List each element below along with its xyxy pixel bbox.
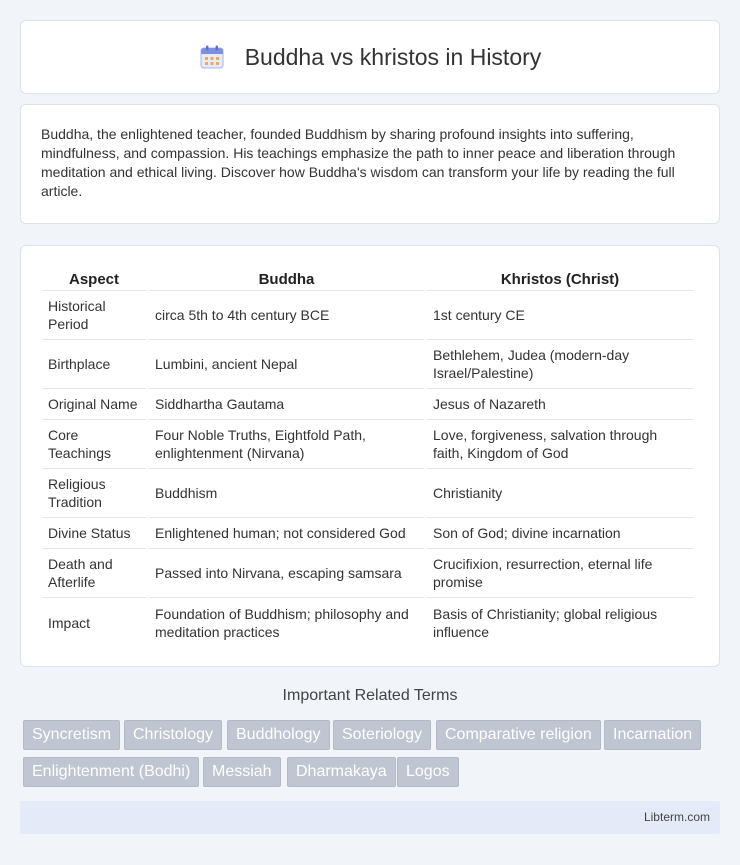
cell-buddha: Siddhartha Gautama [149,389,424,420]
table-row [42,291,693,340]
header-khristos: Khristos (Christ) [427,264,693,291]
term-tag[interactable]: Incarnation [604,720,701,750]
cell-aspect: Original Name [42,389,146,420]
cell-khristos: Christianity [427,469,693,518]
cell-buddha: circa 5th to 4th century BCE [149,291,424,340]
cell-buddha: Buddhism [149,469,424,518]
table-row [42,340,693,389]
table-row [42,469,693,518]
cell-khristos: 1st century CE [427,291,693,340]
term-tag[interactable]: Dharmakaya [287,757,396,787]
header-buddha: Buddha [149,264,424,291]
cell-khristos: Jesus of Nazareth [427,389,693,420]
term-tag[interactable]: Christology [124,720,222,750]
header-card [20,20,720,94]
cell-aspect: Impact [48,614,91,631]
related-terms-title: Important Related Terms [282,687,458,704]
table-row [42,389,693,420]
cell-buddha: Lumbini, ancient Nepal [149,340,424,389]
table-row [42,549,693,598]
comparison-table-card [20,245,720,667]
cell-khristos: Love, forgiveness, salvation through faith, Kingdom of God [427,420,693,469]
intro-card [20,104,720,224]
cell-buddha: Foundation of Buddhism; philosophy and meditation practices [155,605,409,640]
cell-aspect: Death and Afterlife [42,549,146,598]
term-tag[interactable]: Soteriology [333,720,431,750]
term-tag[interactable]: Logos [397,757,459,787]
term-tag[interactable]: Buddhology [227,720,330,750]
cell-aspect: Birthplace [42,340,146,389]
cell-aspect: Religious Tradition [42,469,146,518]
table-header-row [42,264,693,291]
cell-buddha: Passed into Nirvana, escaping samsara [149,549,424,598]
page-title: Buddha vs khristos in History [244,43,542,70]
term-tag[interactable]: Enlightenment (Bodhi) [23,757,199,787]
cell-aspect: Core Teachings [42,420,146,469]
cell-aspect: Historical Period [42,291,146,340]
term-tag[interactable]: Messiah [203,757,281,787]
calendar-icon [199,44,225,70]
cell-khristos: Son of God; divine incarnation [427,518,693,549]
cell-aspect: Divine Status [42,518,146,549]
term-tag[interactable]: Comparative religion [436,720,601,750]
footer-site-link[interactable]: Libterm.com [643,810,710,824]
footer [20,801,720,834]
intro-text: Buddha, the enlightened teacher, founded Buddhism by sharing profound insights into suffering, mindfulness, and compassion. His teachings emphasize the path to inner peace and liberation through meditation and ethical living. Discover how Buddha's wisdom can transform your life by reading the full article. [41,126,676,199]
table-row [42,598,693,647]
cell-khristos: Bethlehem, Judea (modern-day Israel/Palestine) [427,340,693,389]
term-tag[interactable]: Syncretism [23,720,120,750]
cell-khristos: Crucifixion, resurrection, eternal life promise [427,549,693,598]
cell-khristos: Basis of Christianity; global religious influence [433,605,658,640]
table-row [42,518,693,549]
cell-buddha: Four Noble Truths, Eightfold Path, enlightenment (Nirvana) [149,420,424,469]
table-row [42,420,693,469]
header-aspect: Aspect [42,264,146,291]
comparison-table [39,264,696,647]
cell-buddha: Enlightened human; not considered God [149,518,424,549]
